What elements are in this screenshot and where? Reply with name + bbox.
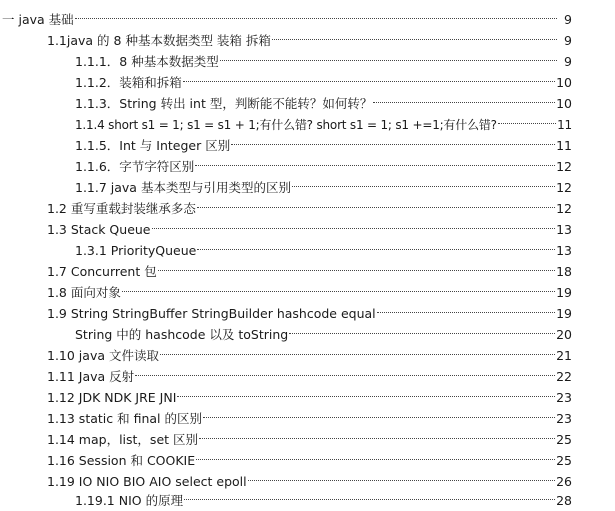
toc-entry-title: 1.1java 的 8 种基本数据类型 装箱 拆箱 <box>47 33 271 48</box>
toc-page-number: 9 <box>564 54 572 69</box>
toc-entry-1-3-1[interactable] <box>0 235 615 258</box>
toc-entry-title: 1.1.2．装箱和拆箱 <box>75 75 182 90</box>
dot-leader <box>160 340 555 360</box>
toc-page-number: 13 <box>556 222 572 237</box>
dot-leader <box>196 445 555 465</box>
dot-leader <box>272 25 557 45</box>
toc-entry-title: 1.1.1．8 种基本数据类型 <box>75 54 219 69</box>
toc-entry-1-1-5[interactable] <box>0 130 615 153</box>
dot-leader <box>377 298 555 318</box>
toc-entry-1-19[interactable] <box>0 466 615 489</box>
toc-page-number: 26 <box>556 474 572 489</box>
toc-entry-1-13[interactable] <box>0 403 615 426</box>
toc-entry-title: 1.12 JDK NDK JRE JNI <box>47 390 177 405</box>
toc-page-number: 10 <box>556 75 572 90</box>
toc-entry-title: 1.14 map，list，set 区别 <box>47 432 199 447</box>
dot-leader <box>197 193 555 213</box>
toc-entry-title: 1.3 Stack Queue <box>47 222 151 237</box>
toc-entry-1-12[interactable] <box>0 382 615 405</box>
toc-entry-title: 1.1.6．字节字符区别 <box>75 159 195 174</box>
dot-leader <box>289 319 555 339</box>
toc-entry-1-1-7[interactable] <box>0 172 615 195</box>
toc-entry-title: 1.16 Session 和 COOKIE <box>47 453 196 468</box>
toc-page-number: 9 <box>564 12 572 27</box>
toc-entry-title: 1.7 Concurrent 包 <box>47 264 157 279</box>
toc-entry-title: 1.8 面向对象 <box>47 285 121 300</box>
toc-entry-title: 1.1.5．Int 与 Integer 区别 <box>75 138 231 153</box>
toc-entry-1-9[interactable] <box>0 298 615 321</box>
toc-entry-title: 一 java 基础 <box>2 12 74 27</box>
toc-page-number: 28 <box>556 493 572 508</box>
toc-entry-1-2[interactable] <box>0 193 615 216</box>
toc-entry-title: 1.11 Java 反射 <box>47 369 135 384</box>
toc-entry-java-basics[interactable] <box>0 4 615 27</box>
toc-page-number: 19 <box>556 285 572 300</box>
toc-entry-title: 1.19.1 NIO 的原理 <box>75 493 184 508</box>
toc-page-number: 10 <box>556 96 572 111</box>
toc-page-number: 25 <box>556 453 572 468</box>
toc-entry-1-1-6[interactable] <box>0 151 615 174</box>
toc-entry-title: 1.1.7 java 基本类型与引用类型的区别 <box>75 180 291 195</box>
dot-leader <box>231 130 555 150</box>
toc-entry-1-19-1[interactable] <box>0 485 615 508</box>
toc-page-number: 25 <box>556 432 572 447</box>
toc-entry-1-1[interactable] <box>0 25 615 48</box>
dot-leader <box>248 466 555 486</box>
dot-leader <box>152 214 556 234</box>
toc-page-number: 23 <box>556 390 572 405</box>
dot-leader <box>122 277 555 297</box>
toc-page-number: 19 <box>556 306 572 321</box>
dot-leader <box>498 109 556 129</box>
dot-leader <box>75 4 557 24</box>
toc-entry-1-11[interactable] <box>0 361 615 384</box>
dot-leader <box>184 485 555 505</box>
dot-leader <box>220 46 557 66</box>
toc-entry-title: 1.9 String StringBuffer StringBuilder hashcode equal <box>47 306 376 321</box>
toc-entry-title: 1.10 java 文件读取 <box>47 348 159 363</box>
toc-entry-title: 1.19 IO NIO BIO AIO select epoll <box>47 474 247 489</box>
toc-entry-1-1-1[interactable] <box>0 46 615 69</box>
dot-leader <box>158 256 555 276</box>
dot-leader <box>203 403 555 423</box>
toc-page-number: 12 <box>556 201 572 216</box>
dot-leader <box>177 382 555 402</box>
toc-entry-1-1-2[interactable] <box>0 67 615 90</box>
dot-leader <box>373 88 555 108</box>
dot-leader <box>292 172 555 192</box>
toc-entry-title: 1.1.4 short s1 = 1; s1 = s1 + 1;有什么错? short s1 = 1; s1 +=1;有什么错? <box>75 118 497 132</box>
toc-entry-title: 1.13 static 和 final 的区别 <box>47 411 202 426</box>
toc-entry-title: String 中的 hashcode 以及 toString <box>75 327 289 342</box>
toc-entry-1-10[interactable] <box>0 340 615 363</box>
toc-page-number: 20 <box>556 327 572 342</box>
toc-entry-1-8[interactable] <box>0 277 615 300</box>
toc-entry-title: 1.1.3．String 转出 int 型，判断能不能转？如何转？ <box>75 96 373 111</box>
toc-entry-1-16[interactable] <box>0 445 615 468</box>
dot-leader <box>197 235 555 255</box>
toc-page-number: 11 <box>557 118 572 132</box>
toc-entry-1-1-3[interactable] <box>0 88 615 111</box>
toc-entry-1-3[interactable] <box>0 214 615 237</box>
toc-page-number: 18 <box>556 264 572 279</box>
dot-leader <box>135 361 555 381</box>
toc-entry-1-14[interactable] <box>0 424 615 447</box>
dot-leader <box>195 151 555 171</box>
toc-page-number: 13 <box>556 243 572 258</box>
toc-page-number: 23 <box>556 411 572 426</box>
toc-page-number: 11 <box>556 138 572 153</box>
dot-leader <box>199 424 555 444</box>
toc-page-number: 12 <box>556 159 572 174</box>
toc-page-number: 9 <box>564 33 572 48</box>
toc-entry-title: 1.3.1 PriorityQueue <box>75 243 197 258</box>
toc-entry-string-hashcode[interactable] <box>0 319 615 342</box>
toc-page-number: 12 <box>556 180 572 195</box>
toc-page-number: 21 <box>556 348 572 363</box>
toc-entry-1-7[interactable] <box>0 256 615 279</box>
toc-entry-title: 1.2 重写重载封装继承多态 <box>47 201 196 216</box>
toc-page-number: 22 <box>556 369 572 384</box>
toc-entry-1-1-4[interactable] <box>0 109 615 132</box>
dot-leader <box>183 67 555 87</box>
